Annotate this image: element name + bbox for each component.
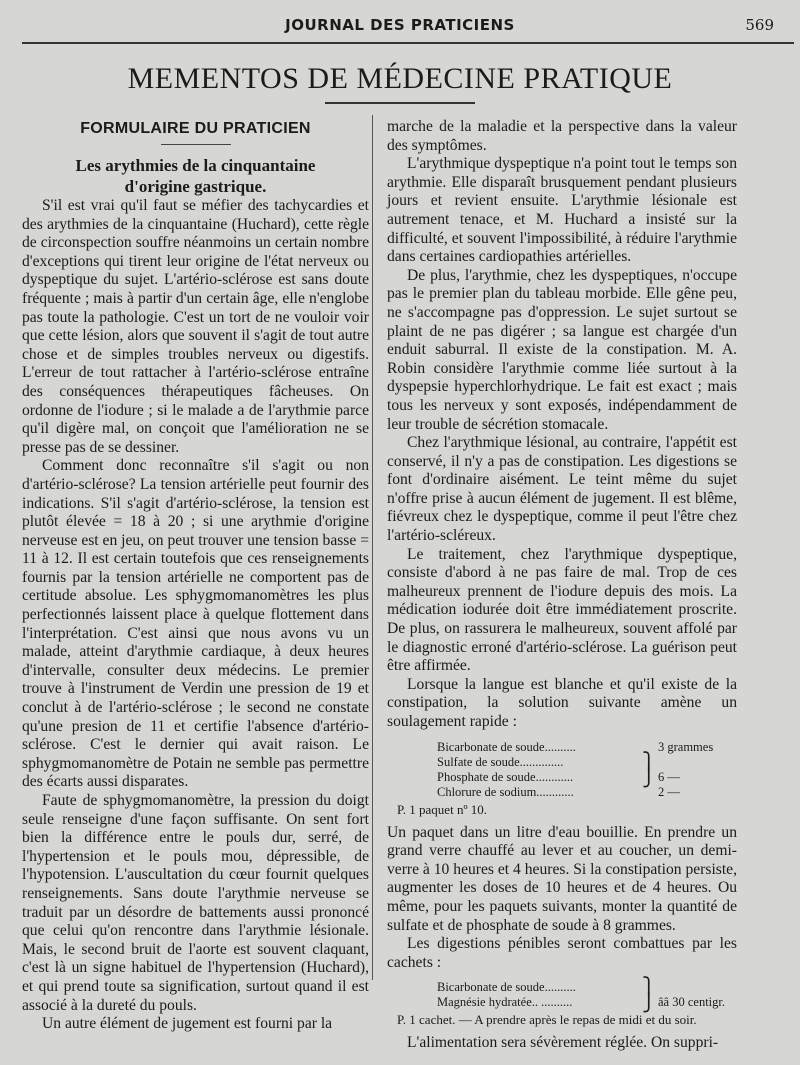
paragraph: L'arythmique dyspeptique n'a point tout le temps son arythmie. Elle disparaît brusquement pendant plusieurs jours et revient ensuite. L'arythmie lésionale est autrement tenace, et M. Huchard a insisté sur la difficulté, et souvent l'impossibilité, à réduire l'arythmie dans certaines cardiopathies artérielles. — [387, 155, 738, 266]
prescription-row — [437, 766, 737, 787]
column-divider — [372, 115, 373, 980]
ingredient-name: Chlorure de sodium............ — [437, 784, 574, 799]
prescription-note: P. 1 cachet. — A prendre après le repas de midi et du soir. — [397, 1012, 697, 1028]
left-column — [22, 118, 369, 1034]
prescription-row — [437, 977, 737, 998]
paragraph: Chez l'arythmique lésional, au contraire, l'appétit est conservé, il n'y a pas de constipation. Les digestions se font d'ordinaire aisément. Le teint même du sujet n'offre prise à aucun élément de jugement. Il est blême, fiévreux chez le dyspeptique, comme il peut l'être chez l'artério-scléreux. — [387, 434, 737, 545]
paragraph: S'il est vrai qu'il faut se méfier des tachycardies et des arythmies de la cinquantaine (Huchard), cette règle de circonspection souffre néanmoins un certain nombre d'exceptions qui tirent leur origine de l'état nerveux ou dyspeptique du sujet. L'artério-sclérose est sans doute fréquente ; mais à partir d'un certain âge, elle n'englobe pas toute la pathologie. C'est un tort de ne vouloir voir que cette lésion, alors que souvent il s'agit de tout autre chose et de simples troubles nerveux ou digestifs. L'erreur de tout rattacher à l'artério-sclérose entraîne des conséquences thérapeutiques fâcheuses. On ordonne de l'iodure ; si le malade a de l'arythmie parce qu'il digère mal, on conçoit que l'amélioration ne se presse pas de se dessiner. — [22, 197, 369, 456]
ingredient-name: Bicarbonate de soude.......... — [437, 739, 576, 754]
prescription-1 — [437, 740, 737, 800]
brace: ⎫ — [642, 977, 656, 998]
journal-title: JOURNAL DES PRATICIENS — [285, 16, 515, 34]
brace: ⎫ — [642, 751, 656, 772]
article-title-line-2: d'origine gastrique. — [124, 177, 267, 196]
running-head — [0, 16, 800, 38]
article-title-line-1: Les arythmies de la cinquantaine — [75, 156, 316, 175]
paragraph: Faute de sphygmomanomètre, la pression du doigt seule renseigne d'une façon suffisante. On sent fort bien la différence entre le pouls dur, serré, de l'hypertension et le pouls mou, dépressible, de l'hypotension. L'auscultation du cœur fournit quelques renseignements. Sans doute l'arythmie nerveuse se traduit par un désordre de battements aussi prononcé que celui qu'on rencontre dans l'arythmie lésionale. Mais, le second bruit de l'aorte est souvent claquant, c'est là un signe habituel de l'hypertension (Huchard), et qui prend toute sa signification, surtout quand il est associé à la dureté du pouls. — [22, 792, 369, 1014]
heading-rule — [161, 144, 231, 145]
paragraph: Un autre élément de jugement est fourni par la — [42, 1015, 333, 1033]
title-rule — [325, 102, 475, 104]
ingredient-quantity: 3 grammes — [658, 739, 714, 754]
ingredient-name: Sulfate de soude.............. — [437, 754, 564, 769]
prescription-row — [437, 785, 737, 800]
paragraph: Le traitement, chez l'arythmique dyspeptique, consiste d'abord à ne pas faire de mal. Trop de ces malheureux prennent de l'iodure depuis des mois. La médication iodurée doit être immédiatement proscrite. De plus, on rassurera le malheureux, souvent affolé par le diagnostic erroné d'artério-sclérose. La guérison peut être affirmée. — [387, 545, 737, 675]
ingredient-name: Bicarbonate de soude.......... — [437, 980, 576, 995]
page-number: 569 — [745, 16, 774, 34]
ingredient-quantity: ââ 30 centigr. — [658, 995, 725, 1010]
brace: ⎭ — [642, 992, 656, 1013]
ingredient-name: Magnésie hydratée.. .......... — [437, 995, 573, 1010]
prescription-2 — [437, 977, 737, 1013]
brace: ⎭ — [642, 766, 656, 787]
paragraph: Comment donc reconnaître s'il s'agit ou non d'artério-sclérose? La tension artérielle peut fournir des indications. S'il s'agit d'artério-sclérose, la tension est plutôt élevée = 18 à 20 ; si une arythmie d'origine nerveuse est en jeu, on peut trouver une tension basse = 11 à 12. Il est certain toutefois que ces renseignements fournis par la tension artérielle ne comportent pas de certitude absolue. Les sphygmomanomètres les plus perfectionnés laissent place à quelque flottement dans l'interprétation. C'est ainsi que nous avons vu un malade, atteint d'arythmie cardiaque, à deux heures d'intervalle, consulter deux médecins. Le premier trouve à l'instrument de Verdin une pression de 19 et conclut à de l'artério-sclérose ; le second ne constate qu'une presion de 11 et certifie l'absence d'artério-sclérose. C'est le dernier qui avait raison. Le sphygmomanomètre de Potain ne semble pas permettre des écarts aussi disparates. — [22, 457, 369, 791]
section-title: MEMENTOS DE MÉDECINE PRATIQUE — [127, 62, 673, 95]
ingredient-name: Phosphate de soude............ — [437, 769, 574, 784]
header-rule — [22, 42, 794, 44]
right-column — [387, 118, 737, 1053]
paragraph: Un paquet dans un litre d'eau bouillie. En prendre un grand verre chauffé au lever et au coucher, un demi-verre à 10 heures et 4 heures. Si la constipation persiste, augmenter les doses de 10 heures et de 4 heures. Ou même, pour les paquets suivants, monter la quantité de sulfate et de phosphate de soude à 8 grammes. — [387, 823, 737, 934]
column-heading: FORMULAIRE DU PRATICIEN — [80, 120, 311, 137]
paragraph: marche de la maladie et la perspective dans la valeur des symptômes. — [387, 118, 737, 154]
ingredient-quantity: 2 — — [658, 784, 680, 799]
paragraph: Les digestions pénibles seront combattues par les cachets : — [387, 935, 737, 971]
ingredient-quantity: 6 — — [658, 769, 680, 784]
prescription-note: P. 1 paquet nº 10. — [397, 801, 487, 817]
paragraph: L'alimentation sera sévèrement réglée. On suppri- — [407, 1034, 719, 1052]
paragraph: De plus, l'arythmie, chez les dyspeptiques, n'occupe pas le premier plan du tableau morbide. Elle gêne peu, ne s'accompagne pas d'oppression. Le sujet surtout se plaint de ne pas digérer ; sa langue est chargée d'un enduit saburral. Il existe de la constipation. M. A. Robin considère l'arythmie comme liée surtout à la dyspepsie hyperchlorhydrique. Le fait est exact ; mais tous les nerveux y sont exposés, indépendamment de leur trouble de sécrétion stomacale. — [387, 266, 737, 433]
prescription-row — [437, 751, 737, 772]
prescription-row — [437, 740, 737, 755]
prescription-row — [437, 992, 737, 1013]
paragraph: Lorsque la langue est blanche et qu'il existe de la constipation, la solution suivante amène un soulagement rapide : — [387, 675, 737, 730]
